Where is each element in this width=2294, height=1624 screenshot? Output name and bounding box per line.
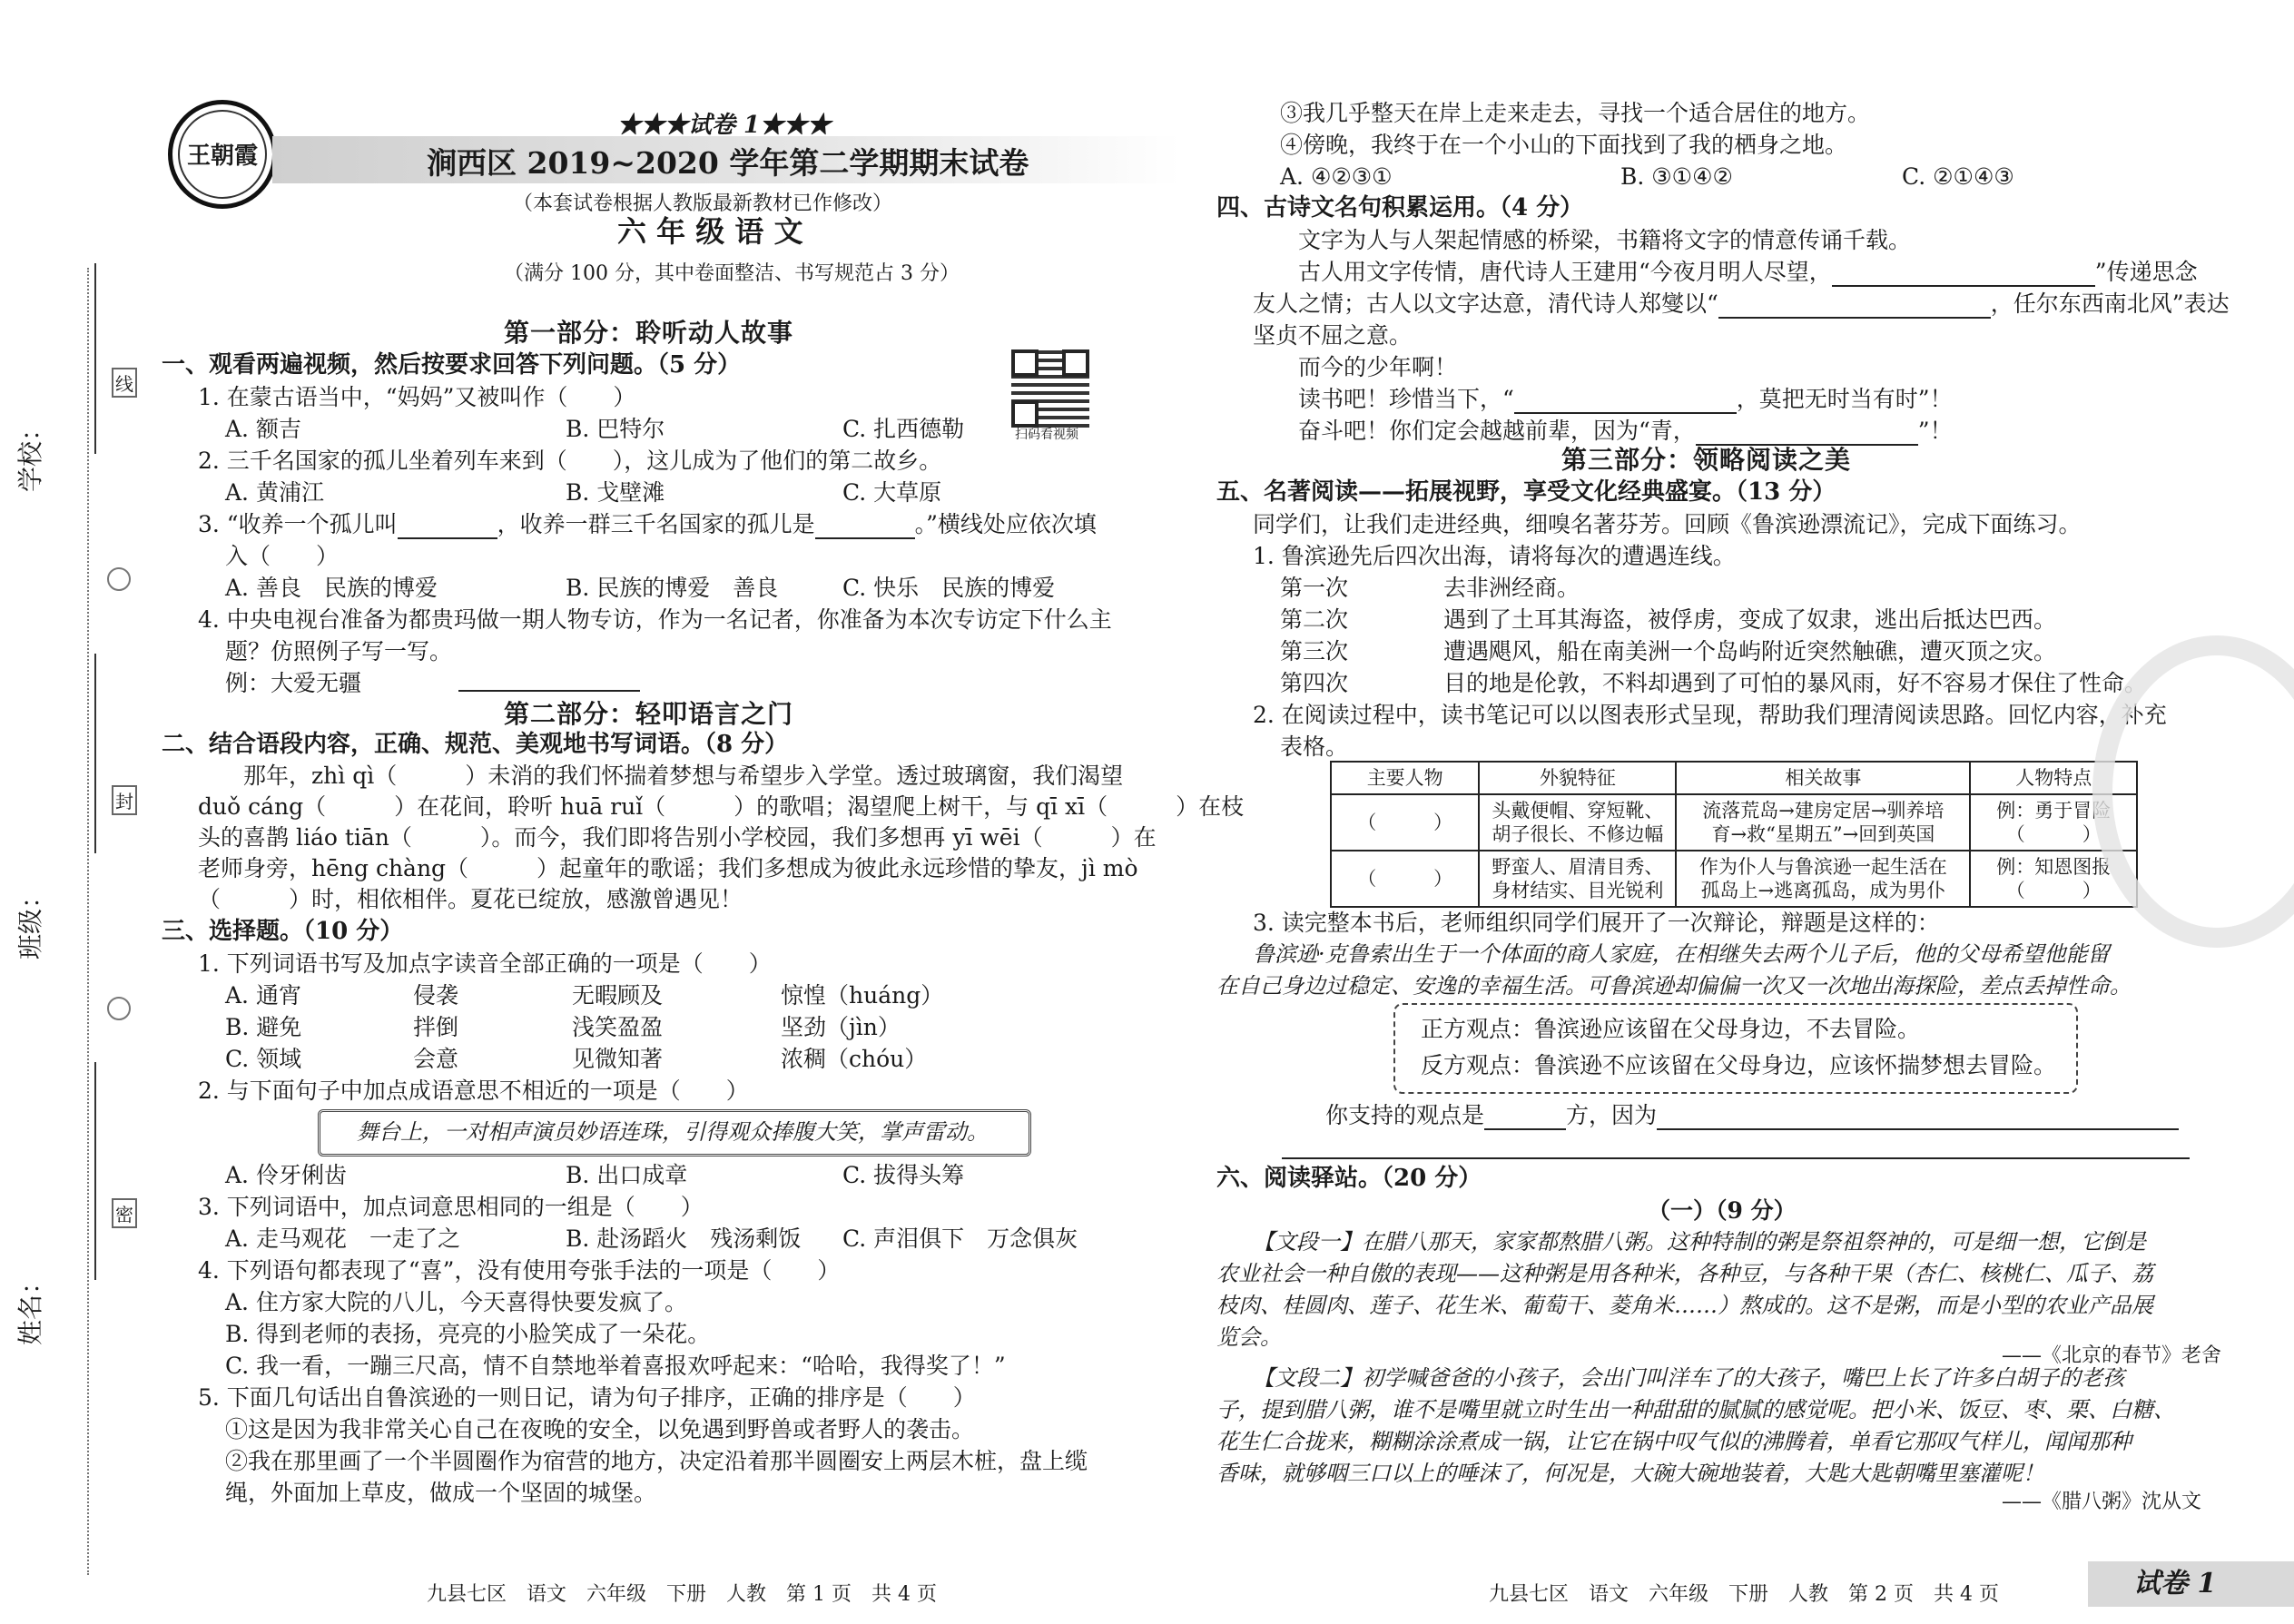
voyage-label[interactable]: 第四次 (1280, 670, 1349, 696)
q4-line: 奋斗吧！你们定会越越前辈，因为“青， ”！ (1298, 418, 1953, 444)
table-header: 主要人物 (1331, 762, 1479, 794)
table-cell: 作为仆人与鲁滨逊一起生活在 孤岛上→逃离孤岛，成为男仆 (1676, 851, 1970, 907)
q1-4-example: 例：大爱无疆 (225, 670, 362, 696)
class-label: 班级： (15, 882, 45, 960)
name-blank[interactable] (94, 1062, 96, 1280)
answer-blank[interactable] (1484, 1105, 1566, 1130)
option[interactable]: A. 善良 民族的博爱 (225, 575, 438, 601)
source: ——《北京的春节》老舍 (2002, 1344, 2222, 1367)
mark-mi: 密 (112, 1198, 137, 1228)
footer-tag: 试卷 1 (2133, 1568, 2217, 1599)
part3-title: 第三部分：领略阅读之美 (1561, 445, 1852, 475)
option[interactable]: C. 扎西德勒 (842, 416, 965, 442)
option[interactable]: C. 拔得头筹 (842, 1162, 965, 1188)
q1-3-cont: 入（ ） (225, 543, 340, 569)
option[interactable]: A. ④②③① (1280, 163, 1393, 190)
q3-4: 4. 下列语句都表现了“喜”，没有使用夸张手法的一项是（ ） (198, 1257, 841, 1284)
subject-title: 六 年 级 语 文 (617, 214, 803, 249)
option[interactable]: B. 民族的博爱 善良 (566, 575, 779, 601)
passage-line: 览会。 (1216, 1324, 1282, 1350)
word: 惊惶（huáng） (781, 982, 944, 1009)
answer-blank[interactable] (1282, 1157, 2190, 1159)
table-cell: 头戴便帽、穿短靴、 胡子很长、不修边幅 (1479, 794, 1676, 851)
q5-3-para: 鲁滨逊·克鲁索出生于一个体面的商人家庭，在相继失去两个儿子后，他的父母希望他能留 (1253, 941, 2110, 967)
q1-heading: 一、观看两遍视频，然后按要求回答下列问题。（5 分） (162, 351, 742, 379)
quote-text: 舞台上，一对相声演员妙语连珠，引得观众捧腹大笑，掌声雷动。 (357, 1119, 989, 1145)
passage-line: 枝肉、桂圆肉、莲子、花生米、葡萄干、菱角米……）熬成的。这不是粥，而是小型的农业产品展 (1216, 1293, 2153, 1318)
qr-caption: 扫码看视频 (1015, 428, 1078, 442)
q3-3: 3. 下列词语中，加点词意思相同的一组是（ ） (198, 1194, 704, 1220)
sentence: 绳，外面加上草皮，做成一个坚固的城堡。 (225, 1480, 657, 1506)
sentence: ①这是因为我非常关心自己在夜晚的安全，以免遇到野兽或者野人的袭击。 (225, 1416, 975, 1442)
table-cell[interactable]: 例：知恩图报 （ ） (1970, 851, 2137, 907)
word: 见微知著 (572, 1046, 664, 1072)
q2-line: 头的喜鹊 liáo tiān（ ）。而今，我们即将告别小学校园，我们多想再 yī wēi（ ）在 (198, 824, 1157, 851)
option[interactable]: C. 领域 (225, 1046, 302, 1072)
q2-line: duǒ cáng（ ）在花间，聆听 huā ruǐ（ ）的歌唱；渴望爬上树干，与 qī xī（ ）在枝 (198, 793, 1245, 820)
pro-view: 正方观点：鲁滨逊应该留在父母身边，不去冒险。 (1421, 1016, 1921, 1042)
sentence: ②我在那里画了一个半圆圈作为宿营的地方，决定沿着那半圆圈安上两层木桩，盘上缆 (225, 1448, 1088, 1474)
q3-2: 2. 与下面句子中加点成语意思不相近的一项是（ ） (198, 1078, 749, 1104)
table-row (1331, 851, 2137, 907)
option[interactable]: B. 得到老师的表扬，亮亮的小脸笑成了一朵花。 (225, 1321, 711, 1347)
q6-sub: （一）（9 分） (1648, 1197, 1797, 1224)
voyage-label[interactable]: 第一次 (1280, 575, 1349, 601)
name-field[interactable] (11, 1268, 129, 1345)
sentence: ④傍晚，我终于在一个小山的下面找到了我的栖身之地。 (1280, 132, 1848, 158)
binding-hole (107, 567, 131, 591)
answer-blank[interactable] (458, 690, 640, 692)
passage-line: 香味，就够咽三口以上的唾沫了，何况是，大碗大碗地装着，大匙大匙朝嘴里塞灌呢！ (1216, 1461, 2044, 1486)
table-cell: 野蛮人、眉清目秀、 身材结实、目光锐利 (1479, 851, 1676, 907)
q5-1: 1. 鲁滨逊先后四次出海，请将每次的遭遇连线。 (1253, 543, 1736, 569)
option[interactable]: A. 额吉 (225, 416, 301, 442)
q3-5: 5. 下面几句话出自鲁滨逊的一则日记，请为句子排序，正确的排序是（ ） (198, 1384, 976, 1411)
q5-intro: 同学们，让我们走进经典，细嗅名著芬芳。回顾《鲁滨逊漂流记》，完成下面练习。 (1253, 511, 2082, 537)
option[interactable]: A. 通宵 (225, 982, 301, 1009)
q5-heading: 五、名著阅读——拓展视野，享受文化经典盛宴。（13 分） (1216, 478, 1836, 506)
score-note: （满分 100 分，其中卷面整洁、书写规范占 3 分） (504, 262, 960, 285)
answer-blank[interactable] (398, 514, 497, 539)
word: 无暇顾及 (572, 982, 664, 1009)
mark-feng: 封 (112, 785, 137, 815)
q5-2-cont: 表格。 (1280, 733, 1349, 760)
table-cell[interactable]: 例：勇于冒险 （ ） (1970, 794, 2137, 851)
sentence: ③我几乎整天在岸上走来走去，寻找一个适合居住的地方。 (1280, 100, 1871, 126)
source: ——《腊八粥》沈从文 (2002, 1491, 2202, 1513)
answer-blank[interactable] (1718, 293, 1991, 319)
support-line: 你支持的观点是 方，因为 (1325, 1100, 2179, 1130)
table-row (1331, 794, 2137, 851)
class-blank[interactable] (94, 654, 96, 853)
school-field[interactable] (11, 415, 129, 492)
q4-line: 读书吧！珍惜当下，“ ，莫把无时当有时”！ (1298, 386, 1953, 412)
footer-right: 九县七区 语文 六年级 下册 人教 第 2 页 共 4 页 (1489, 1583, 1999, 1606)
q1-4-cont: 题？仿照例子写一写。 (225, 638, 453, 664)
option[interactable]: C. 大草原 (842, 479, 942, 506)
voyage-label[interactable]: 第三次 (1280, 638, 1349, 664)
q3-heading: 三、选择题。（10 分） (162, 918, 404, 945)
option[interactable]: C. 快乐 民族的博爱 (842, 575, 1056, 601)
character-table (1330, 761, 2138, 908)
voyage-event[interactable]: 去非洲经商。 (1443, 575, 1580, 601)
q5-3-para: 在自己身边过稳定、安逸的幸福生活。可鲁滨逊却偏偏一次又一次地出海探险，差点丢掉性命。 (1216, 973, 2132, 999)
header-note: （本套试卷根据人教版最新教材已作修改） (513, 192, 893, 215)
q5-3: 3. 读完整本书后，老师组织同学们展开了一次辩论，辩题是这样的： (1253, 910, 1940, 936)
table-header: 相关故事 (1676, 762, 1970, 794)
word: 会意 (413, 1046, 459, 1072)
table-header-row (1331, 762, 2137, 794)
school-blank[interactable] (94, 263, 96, 454)
part1-title: 第一部分：聆听动人故事 (504, 318, 794, 348)
voyage-label[interactable]: 第二次 (1280, 606, 1349, 633)
part2-title: 第二部分：轻叩语言之门 (504, 699, 794, 729)
q1-1: 1. 在蒙古语当中，“妈妈”又被叫作（ ） (198, 384, 636, 410)
paper-tag: ★★★试卷 1★★★ (617, 112, 832, 139)
word: 浓稠（chóu） (781, 1046, 928, 1072)
answer-blank[interactable] (1696, 420, 1918, 446)
table-header: 人物特点 (1970, 762, 2137, 794)
q2-line: 那年，zhì qì（ ）未消的我们怀揣着梦想与希望步入学堂。透过玻璃窗，我们渴望 (243, 763, 1124, 789)
mark-xian: 线 (112, 368, 137, 398)
q4-line: 坚贞不屈之意。 (1253, 322, 1413, 349)
voyage-event[interactable]: 遭遇飓风，船在南美洲一个岛屿附近突然触礁，遭灭顶之灾。 (1443, 638, 2057, 664)
answer-blank[interactable] (1832, 261, 2095, 287)
class-field[interactable] (11, 882, 129, 960)
word: 拌倒 (413, 1014, 459, 1040)
option[interactable]: A. 黄浦江 (225, 479, 324, 506)
q1-4: 4. 中央电视台准备为都贵玛做一期人物专访，作为一名记者，你准备为本次专访定下什么主 (198, 606, 1112, 633)
passage-line: 【文段一】在腊八那天，家家都熬腊八粥。这种特制的粥是祭祖祭神的，可是细一想，它倒是 (1253, 1229, 2146, 1255)
option[interactable]: C. ②①④③ (1902, 163, 2014, 190)
voyage-event[interactable]: 遇到了土耳其海盗，被俘虏，变成了奴隶，逃出后抵达巴西。 (1443, 606, 2057, 633)
q2-line: （ ）时，相依相伴。夏花已绽放，感激曾遇见！ (198, 886, 743, 912)
q4-heading: 四、古诗文名句积累运用。（4 分） (1216, 194, 1584, 221)
table-header: 外貌特征 (1479, 762, 1676, 794)
q4-line: 友人之情；古人以文字达意，清代诗人郑燮以“ ，任尔东西南北风”表达 (1253, 290, 2230, 317)
con-view: 反方观点：鲁滨逊不应该留在父母身边，应该怀揣梦想去冒险。 (1421, 1052, 2057, 1078)
word: 浅笑盈盈 (572, 1014, 664, 1040)
passage-line: 【文段二】初学喊爸爸的小孩子，会出门叫洋车了的大孩子，嘴巴上长了许多白胡子的老孩 (1253, 1365, 2124, 1391)
quote-box (318, 1109, 1031, 1156)
q3-1: 1. 下列词语书写及加点字读音全部正确的一项是（ ） (198, 950, 772, 977)
option[interactable]: C. 声泪俱下 万念俱灰 (842, 1225, 1078, 1252)
q1-3: 3. “收养一个孤儿叫 ，收养一群三千名国家的孤儿是 。”横线处应依次填 (198, 511, 1097, 537)
q5-2: 2. 在阅读过程中，读书笔记可以以图表形式呈现，帮助我们理清阅读思路。回忆内容，补充 (1253, 702, 2167, 728)
option[interactable]: A. 住方家大院的八儿，今天喜得快要发疯了。 (225, 1289, 687, 1315)
option[interactable]: A. 走马观花 一走了之 (225, 1225, 460, 1252)
school-label: 学校： (15, 415, 45, 492)
table-cell: 流落荒岛→建房定居→驯养培 育→救“星期五”→回到英国 (1676, 794, 1970, 851)
option[interactable]: B. 避免 (225, 1014, 302, 1040)
word: 坚劲（jìn） (781, 1014, 901, 1040)
footer-left: 九县七区 语文 六年级 下册 人教 第 1 页 共 4 页 (427, 1583, 937, 1606)
word: 侵袭 (413, 982, 459, 1009)
q1-2: 2. 三千名国家的孤儿坐着列车来到（ ），这儿成为了他们的第二故乡。 (198, 448, 942, 474)
q2-line: 老师身旁，hēng chàng（ ）起童年的歌谣；我们多想成为彼此永远珍惜的挚友，jì mò (198, 855, 1138, 881)
qr-code[interactable] (1011, 349, 1089, 428)
q2-heading: 二、结合语段内容，正确、规范、美观地书写词语。（8 分） (162, 731, 789, 758)
option[interactable]: B. 赴汤蹈火 残汤剩饭 (566, 1225, 802, 1252)
q6-heading: 六、阅读驿站。（20 分） (1216, 1165, 1482, 1192)
name-label: 姓名： (15, 1268, 45, 1345)
option[interactable]: C. 我一看，一蹦三尺高，情不自禁地举着喜报欢呼起来：“哈哈，我得奖了！” (225, 1353, 1006, 1379)
binding-hole (107, 997, 131, 1020)
answer-blank[interactable] (815, 514, 915, 539)
option[interactable]: A. 伶牙俐齿 (225, 1162, 347, 1188)
passage-line: 农业社会一种自傲的表现——这种粥是用各种米，各种豆，与各种干果（杏仁、核桃仁、瓜子、荔 (1216, 1261, 2153, 1286)
q4-line: 而今的少年啊！ (1298, 354, 1458, 380)
q4-line: 古人用文字传情，唐代诗人王建用“今夜月明人尽望， ”传递思念 (1298, 259, 2198, 285)
option[interactable]: B. 戈壁滩 (566, 479, 665, 506)
passage-line: 子，提到腊八粥，谁不是嘴里就立时生出一种甜甜的腻腻的感觉呢。把小米、饭豆、枣、栗、白糖、 (1216, 1397, 2175, 1422)
option[interactable]: B. 巴特尔 (566, 416, 665, 442)
q4-line: 文字为人与人架起情感的桥梁，书籍将文字的情意传诵千载。 (1298, 227, 1912, 253)
passage-line: 花生仁合拢来，糊糊涂涂煮成一锅，让它在锅中叹气似的沸腾着，单看它那叹气样儿，闻闻那种 (1216, 1429, 2132, 1454)
option[interactable]: B. 出口成章 (566, 1162, 688, 1188)
answer-blank[interactable] (1514, 389, 1737, 414)
option[interactable]: B. ③①④② (1620, 163, 1733, 190)
exam-title: 涧西区 2019~2020 学年第二学期期末试卷 (427, 145, 1029, 181)
logo (168, 100, 277, 209)
table-cell-blank[interactable]: （ ） (1331, 851, 1479, 907)
answer-blank[interactable] (1657, 1105, 2179, 1130)
logo-text: 王朝霞 (186, 143, 258, 170)
table-cell-blank[interactable]: （ ） (1331, 794, 1479, 851)
voyage-event[interactable]: 目的地是伦敦，不料却遇到了可怕的暴风雨，好不容易才保住了性命。 (1443, 670, 2148, 696)
